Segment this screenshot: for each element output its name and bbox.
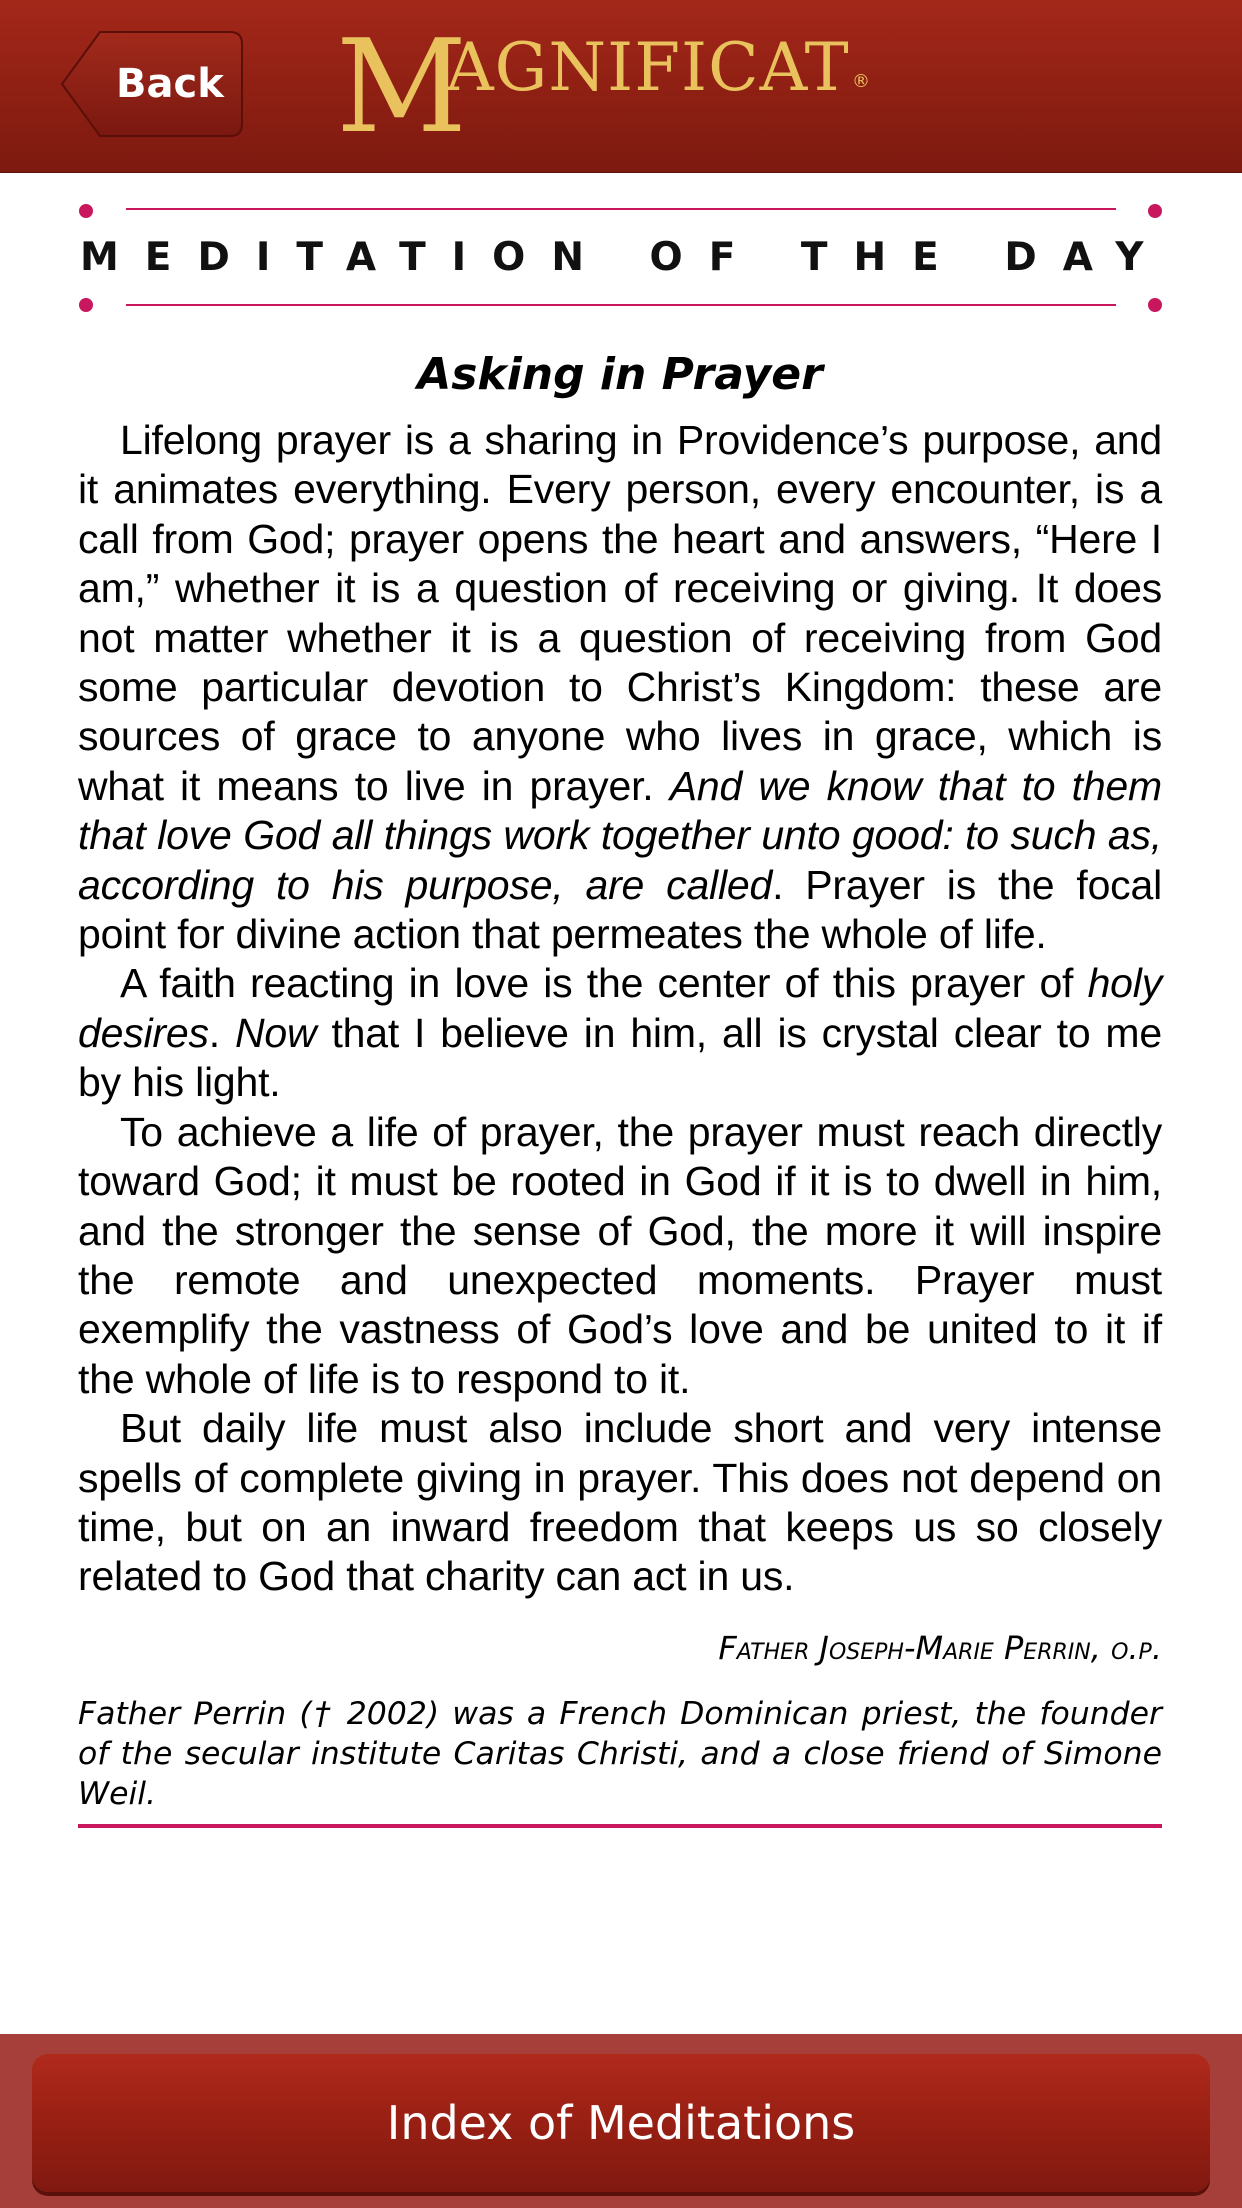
paragraph-2-text-b: that I believe in him, all is crystal clear to me by his light. [78, 1009, 1162, 1106]
index-button-label: Index of Meditations [386, 2096, 856, 2150]
article-bottom-rule [78, 1824, 1162, 1828]
paragraph-1-text-a: Lifelong prayer is a sharing in Providence’s purpose, and it animates everything. Every person, every encounter, is a call from God; prayer opens the heart and answers, “Here I am,” whether it is a question of receiving or giving. It does not matter whether it is a question of receiving from God some particular devotion to Christ’s Kingdom: these are sources of grace to anyone who lives in grace, which is what it means to live in prayer. [78, 417, 1162, 809]
banner-dot-top-left [79, 204, 93, 218]
paragraph-2-emphasis-1: holy desires [78, 960, 1162, 1056]
meditation-title: Asking in Prayer [417, 349, 823, 400]
logo-wordmark: AGNIFICAT [446, 29, 850, 106]
header-bar [0, 0, 1242, 173]
meditation-paragraph-2 [78, 959, 1162, 1107]
paragraph-1-text-b: . Prayer is the focal point for divine action that permeates the whole of life. [78, 861, 1162, 958]
author-attribution: Father Joseph-Marie Perrin, o.p. [718, 1628, 1162, 1667]
magnificat-logo [336, 13, 896, 162]
meditation-article [78, 340, 1162, 1828]
registered-mark: ® [852, 71, 870, 92]
footer-bar [0, 2034, 1242, 2208]
scripture-quote: And we know that to them that love God all things work together unto good: to such as, according to his purpose, are called [78, 762, 1162, 908]
meditation-paragraph-3: To achieve a life of prayer, the prayer must reach directly toward God; it must be rooted in God if it is to dwell in him, and the stronger the sense of God, the more it will inspire the remote and unexpected moments. Prayer must exemplify the vastness of God’s love and be united to it if the whole of life is to respond to it. [78, 1108, 1162, 1402]
meditation-paragraph-4: But daily life must also include short and very intense spells of complete giving in prayer. This does not depend on time, but on an inward freedom that keeps us so closely related to God that charity can act in us. [78, 1405, 1162, 1600]
banner-dot-top-right [1148, 204, 1162, 218]
banner-rule-bottom [126, 304, 1116, 306]
author-bio: Father Perrin († 2002) was a French Dominican priest, the founder of the secular institute Caritas Christi, and a close friend of Simone Weil. [78, 1695, 1162, 1812]
logo-initial: M [336, 13, 466, 162]
meditation-paragraph-1 [78, 416, 1162, 959]
paragraph-2-emphasis-2: Now [235, 1009, 317, 1056]
index-of-meditations-button[interactable] [32, 2054, 1210, 2192]
section-title: MEDITATION OF THE DAY [80, 235, 1170, 280]
banner-rule-top [126, 208, 1116, 210]
back-button-label: Back [116, 61, 224, 107]
paragraph-2-separator: . [208, 1009, 235, 1056]
paragraph-2-text-a: A faith reacting in love is the center of this prayer of [120, 960, 1088, 1007]
banner-dot-bottom-left [79, 298, 93, 312]
back-button[interactable] [60, 30, 244, 138]
banner-dot-bottom-right [1148, 298, 1162, 312]
